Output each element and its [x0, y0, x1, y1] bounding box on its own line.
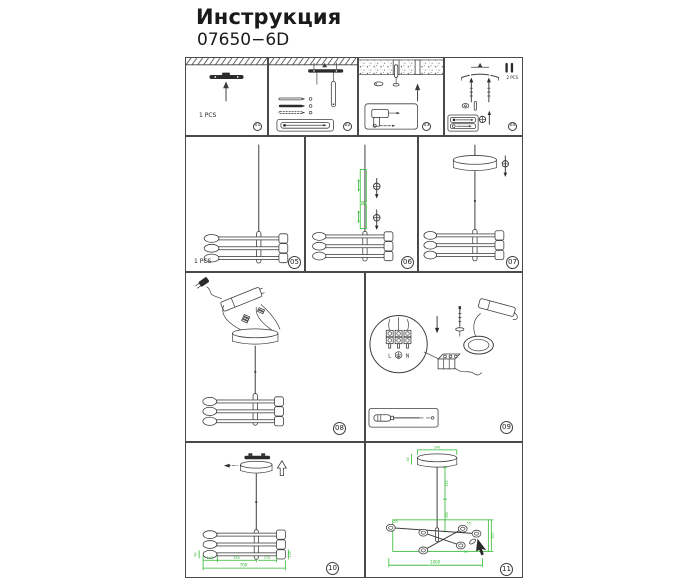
panel-06 [305, 136, 418, 272]
arrow-up-outline-icon [277, 461, 286, 476]
canopy [453, 155, 496, 170]
chandelier-frame [204, 145, 288, 263]
canopy [241, 461, 273, 473]
svg-text:700: 700 [239, 562, 248, 568]
page-title: Инструкция [196, 5, 342, 29]
step-number-badge: 04 [508, 122, 517, 131]
panel-09 [365, 272, 523, 442]
step-number-badge: 10 [326, 562, 339, 575]
svg-text:140: 140 [433, 445, 441, 450]
svg-text:55: 55 [393, 519, 398, 524]
chandelier-frame [203, 474, 285, 560]
panel-10 [185, 442, 365, 578]
mounting-bracket [209, 73, 243, 79]
hardware-box [448, 115, 478, 131]
svg-text:55: 55 [463, 549, 468, 554]
screw-set-icons [279, 98, 312, 114]
chandelier-frame [313, 232, 393, 261]
step-number-badge: 07 [506, 256, 519, 269]
canopy [233, 329, 278, 344]
concrete-ceiling [359, 60, 443, 75]
terminal-block [438, 354, 481, 375]
panel-04 [444, 57, 523, 136]
step-number-badge: 03 [422, 122, 431, 131]
screwdriver-icon [369, 408, 438, 427]
quantity-label: 1 PCS [199, 112, 217, 119]
mounting-bracket [462, 63, 499, 81]
svg-text:55: 55 [466, 521, 471, 526]
arrow-up-icon [415, 83, 420, 101]
quantity-label: 1 PCS [194, 258, 212, 265]
power-cord [207, 287, 222, 299]
ceiling-ring [464, 336, 494, 354]
svg-text:350: 350 [233, 555, 240, 560]
wire-connectors [242, 315, 250, 323]
svg-text:100: 100 [206, 555, 214, 560]
quantity-label: 2 PCS [506, 75, 518, 80]
set-screw-icon [373, 210, 379, 230]
step-number-badge: 08 [333, 422, 346, 435]
drill-icon [365, 104, 418, 129]
mounting-rail-box [277, 119, 334, 131]
step-number-badge: 02 [343, 122, 352, 131]
model-number: 07650−6D [197, 30, 290, 50]
terminal-label-live: L [388, 353, 392, 360]
ceiling-hatch [269, 58, 357, 65]
terminal-screw [456, 306, 464, 336]
pin-icons [505, 63, 513, 73]
screw-icons [469, 77, 490, 101]
arrow-down-icon [435, 317, 439, 334]
thumb-screw-icon [479, 111, 491, 125]
cursor-icon [469, 538, 487, 555]
step-number-badge: 06 [401, 256, 414, 269]
svg-text:130: 130 [288, 551, 293, 558]
panel-05 [185, 136, 305, 272]
led-driver-box [478, 298, 516, 317]
arrow-left-icon [224, 464, 242, 468]
panel-11 [365, 442, 523, 578]
ceiling-hatch [186, 58, 267, 65]
chandelier-frame [424, 172, 504, 261]
wire-connectors [257, 308, 264, 314]
spread-arms [386, 519, 481, 554]
svg-text:350: 350 [444, 511, 449, 519]
panel-07 [418, 136, 523, 272]
led-driver-box [220, 286, 265, 312]
step-number-badge: 11 [500, 563, 513, 576]
svg-text:40: 40 [193, 552, 198, 557]
arrow-up-icon [223, 81, 229, 100]
canopy [417, 454, 456, 467]
step-number-badge: 05 [288, 256, 301, 269]
earth-symbol [395, 352, 402, 359]
svg-text:1000: 1000 [430, 559, 441, 565]
chandelier-frame [203, 346, 284, 426]
svg-text:40: 40 [406, 457, 411, 462]
terminal-block-detail [386, 330, 411, 348]
mounting-bracket [244, 453, 270, 459]
rod-with-dimensions [437, 468, 449, 532]
panel-03 [358, 57, 444, 136]
panel-01 [185, 57, 268, 136]
svg-text:700: 700 [491, 532, 496, 539]
terminal-detail-magnifier [370, 316, 443, 373]
svg-text:170: 170 [263, 555, 271, 560]
panel-02 [268, 57, 358, 136]
set-screw-icon [502, 156, 508, 177]
terminal-label-neutral: N [405, 353, 410, 360]
panel-08 [185, 272, 365, 442]
set-screw-icon [373, 178, 379, 198]
step-number-badge: 09 [500, 421, 513, 434]
svg-text:250: 250 [444, 480, 449, 487]
pendant-rod [317, 73, 336, 107]
washer-and-pin-icons [462, 101, 476, 110]
step-number-badge: 01 [253, 122, 262, 131]
